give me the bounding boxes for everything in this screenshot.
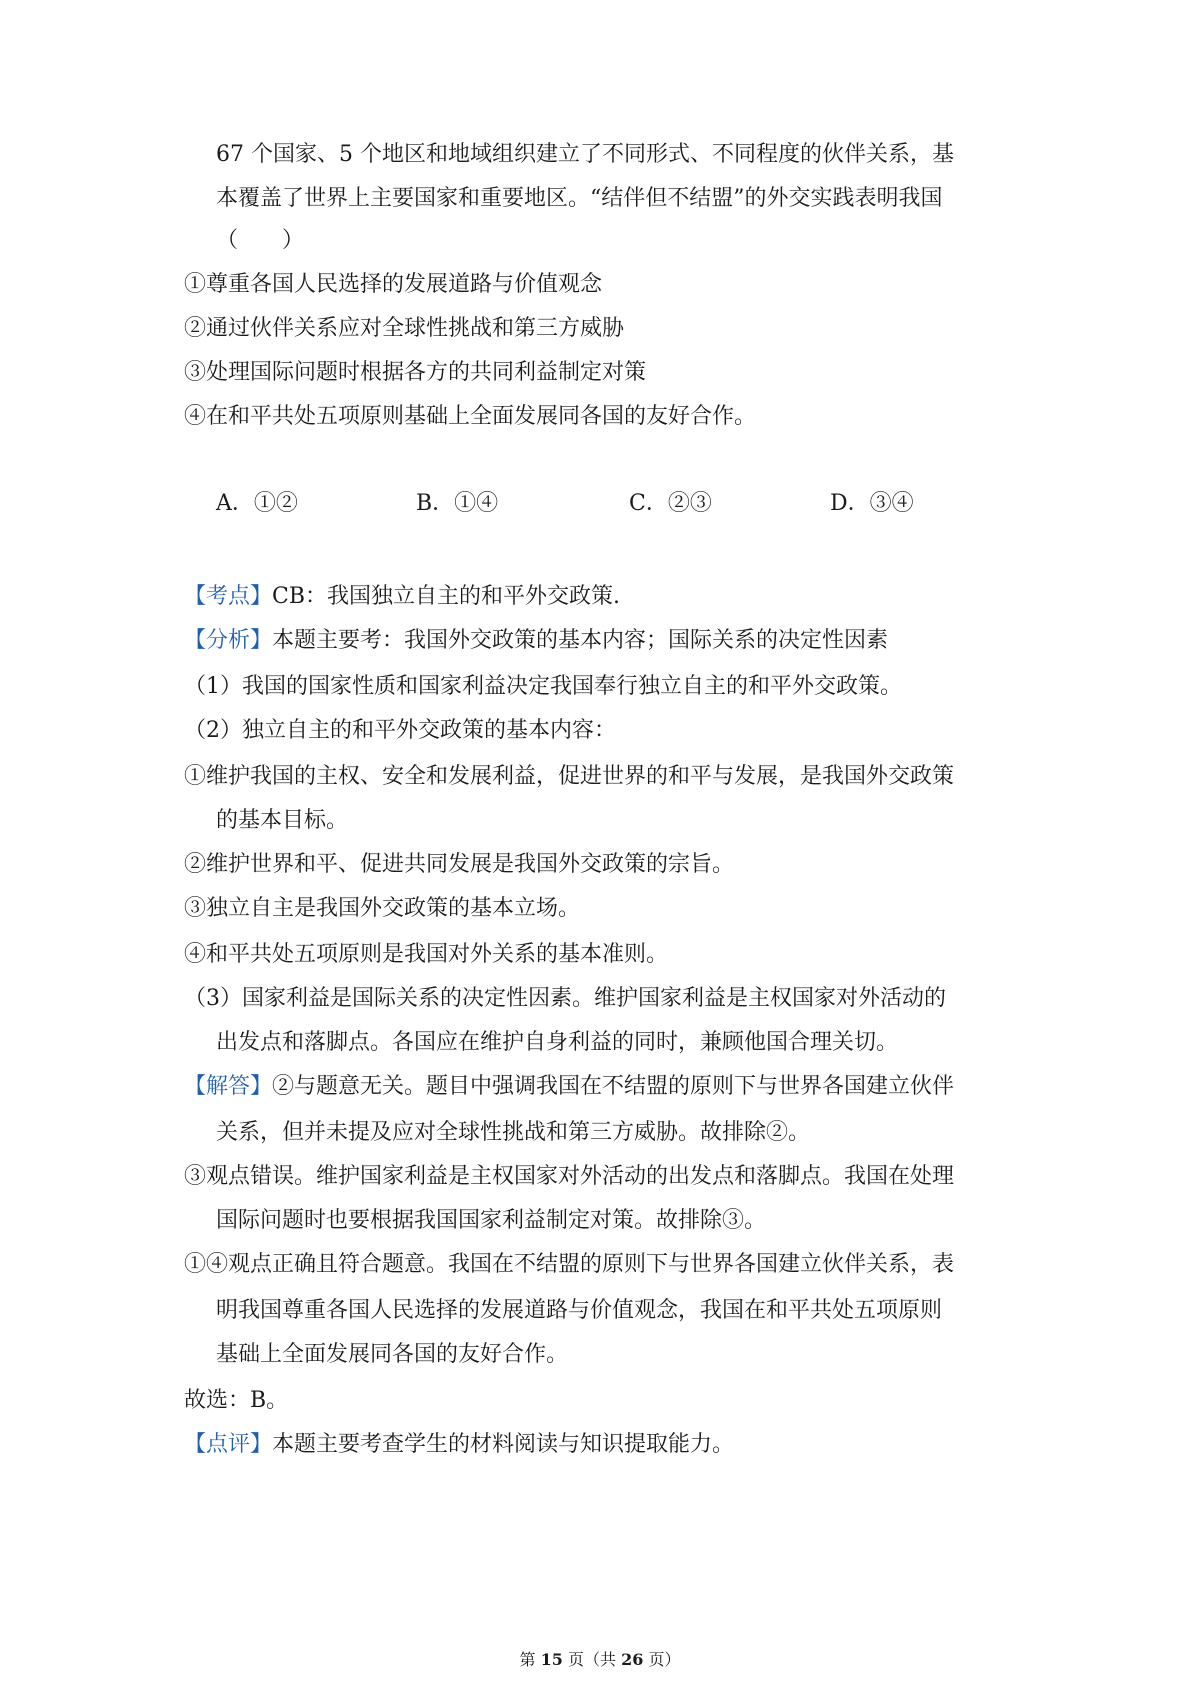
statement-1: ①尊重各国人民选择的发展道路与价值观念 — [184, 272, 603, 297]
answer-blank: （ ） — [216, 228, 305, 253]
footer-suffix: 页） — [648, 1650, 681, 1669]
current-page-number: 15 — [540, 1650, 563, 1669]
kaodian-line — [184, 582, 1034, 612]
analysis-item-4: ④和平共处五项原则是我国对外关系的基本准则。 — [184, 942, 669, 967]
jieda-line — [184, 1072, 1034, 1102]
analysis-point-1: （1）我国的国家性质和国家利益决定我国奉行独立自主的和平外交政策。 — [184, 674, 902, 699]
footer-prefix: 第 — [519, 1650, 536, 1669]
analysis-item-1-a: ①维护我国的主权、安全和发展利益，促进世界的和平与发展，是我国外交政策 — [184, 764, 955, 789]
footer-middle: 页（共 — [567, 1650, 616, 1669]
question-line-2: 本覆盖了世界上主要国家和重要地区。“结伴但不结盟”的外交实践表明我国 — [216, 186, 943, 211]
solution-14-a: ①④观点正确且符合题意。我国在不结盟的原则下与世界各国建立伙伴关系，表 — [184, 1252, 955, 1277]
kaodian-text: CB：我国独立自主的和平外交政策. — [272, 584, 621, 609]
analysis-item-3: ③独立自主是我国外交政策的基本立场。 — [184, 896, 581, 921]
analysis-item-2: ②维护世界和平、促进共同发展是我国外交政策的宗旨。 — [184, 852, 735, 877]
dianping-text: 本题主要考查学生的材料阅读与知识提取能力。 — [272, 1432, 735, 1457]
solution-3-b: 国际问题时也要根据我国国家利益制定对策。故排除③。 — [216, 1208, 767, 1233]
fenxi-tag: 【分析】 — [184, 628, 273, 653]
statement-2: ②通过伙伴关系应对全球性挑战和第三方威胁 — [184, 316, 625, 341]
question-line-1: 67 个国家、5 个地区和地域组织建立了不同形式、不同程度的伙伴关系，基 — [216, 142, 954, 167]
answer-options — [216, 489, 976, 519]
solution-3-a: ③观点错误。维护国家利益是主权国家对外活动的出发点和落脚点。我国在处理 — [184, 1164, 955, 1189]
option-c: C．②③ — [629, 491, 712, 516]
analysis-point-2: （2）独立自主的和平外交政策的基本内容： — [184, 718, 616, 743]
jieda-line-b: 关系，但并未提及应对全球性挑战和第三方威胁。故排除②。 — [216, 1120, 811, 1145]
fenxi-line — [184, 626, 1034, 656]
statement-4: ④在和平共处五项原则基础上全面发展同各国的友好合作。 — [184, 404, 757, 429]
statement-3: ③处理国际问题时根据各方的共同利益制定对策 — [184, 360, 647, 385]
solution-14-c: 基础上全面发展同各国的友好合作。 — [216, 1342, 569, 1367]
solution-14-b: 明我国尊重各国人民选择的发展道路与价值观念，我国在和平共处五项原则 — [216, 1298, 943, 1323]
analysis-point-3-b: 出发点和落脚点。各国应在维护自身利益的同时，兼顾他国合理关切。 — [216, 1030, 899, 1055]
kaodian-tag: 【考点】 — [184, 584, 273, 609]
option-d: D．③④ — [830, 491, 914, 516]
total-page-number: 26 — [621, 1650, 644, 1669]
jieda-text: ②与题意无关。题目中强调我国在不结盟的原则下与世界各国建立伙伴 — [272, 1074, 955, 1099]
option-a: A．①② — [216, 491, 298, 516]
fenxi-text: 本题主要考：我国外交政策的基本内容；国际关系的决定性因素 — [272, 628, 889, 653]
jieda-tag: 【解答】 — [184, 1074, 273, 1099]
analysis-point-3-a: （3）国家利益是国际关系的决定性因素。维护国家利益是主权国家对外活动的 — [184, 986, 946, 1011]
analysis-item-1-b: 的基本目标。 — [216, 808, 349, 833]
final-answer: 故选：B。 — [184, 1388, 289, 1413]
page-footer — [0, 1649, 1200, 1671]
dianping-tag: 【点评】 — [184, 1432, 273, 1457]
option-b: B．①④ — [416, 491, 499, 516]
dianping-line — [184, 1430, 1034, 1460]
